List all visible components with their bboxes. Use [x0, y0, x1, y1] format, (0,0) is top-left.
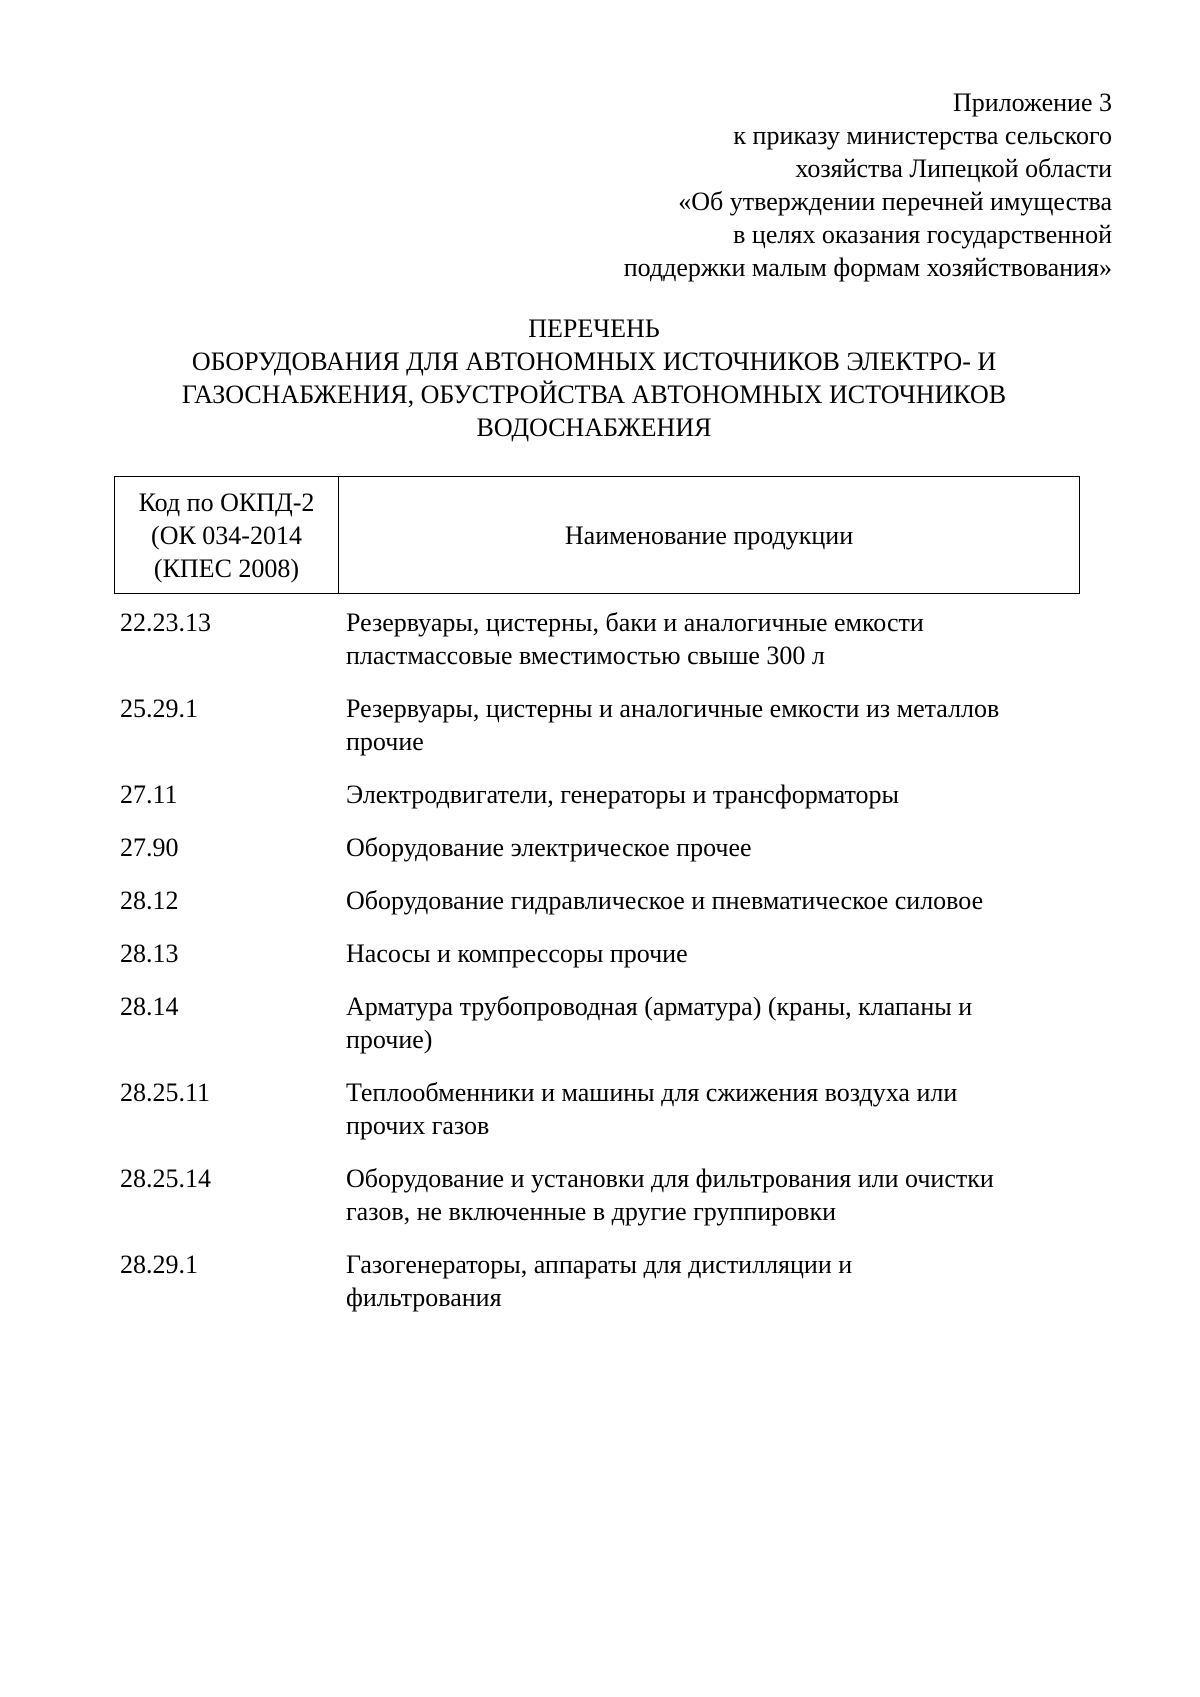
row-name-line: Резервуары, цистерны, баки и аналогичные емкости: [346, 608, 924, 637]
row-code: 28.14: [120, 992, 179, 1021]
table-row: [114, 1248, 1080, 1314]
row-name: [338, 1162, 1080, 1228]
title-line: ПЕРЕЧЕНЬ: [528, 314, 660, 343]
row-name: [338, 990, 1080, 1056]
row-name-line: Электродвигатели, генераторы и трансформаторы: [346, 780, 899, 809]
annex-line: к приказу министерства сельского: [733, 121, 1112, 150]
row-name-line: Оборудование электрическое прочее: [346, 833, 752, 862]
table-row: [114, 692, 1080, 758]
annex-line: хозяйства Липецкой области: [795, 154, 1112, 183]
title-line: ВОДОСНАБЖЕНИЯ: [476, 413, 712, 442]
row-code: 25.29.1: [120, 694, 198, 723]
row-name-line: газов, не включенные в другие группировки: [346, 1197, 836, 1226]
annex-line: Приложение 3: [952, 88, 1112, 117]
annex-line: «Об утверждении перечней имущества: [678, 187, 1112, 216]
table-row: [114, 831, 1080, 864]
row-name-line: прочие: [346, 727, 424, 756]
header-code-line: Код по ОКПД-2: [138, 487, 315, 517]
row-name-line: Газогенераторы, аппараты для дистилляции и: [346, 1250, 853, 1279]
annex-line: поддержки малым формам хозяйствования»: [623, 253, 1112, 282]
table-header: [114, 476, 1080, 594]
header-code-line: (ОК 034-2014: [151, 520, 302, 550]
row-name-line: фильтрования: [346, 1283, 502, 1312]
table-row: [114, 1162, 1080, 1228]
row-name-line: Оборудование и установки для фильтрования или очистки: [346, 1164, 994, 1193]
row-name-line: прочие): [346, 1025, 433, 1054]
document-title: [110, 312, 1078, 444]
table-row: [114, 778, 1080, 811]
row-code: 27.90: [120, 833, 179, 862]
header-name-cell: [339, 477, 1079, 593]
header-code-line: (КПЕС 2008): [153, 553, 300, 583]
table-body: [114, 606, 1080, 1334]
table-row: [114, 884, 1080, 917]
row-code: 28.13: [120, 939, 179, 968]
table-row: [114, 1076, 1080, 1142]
row-name-line: Теплообменники и машины для сжижения воздуха или: [346, 1078, 958, 1107]
row-code: 28.29.1: [120, 1250, 198, 1279]
row-name-line: Арматура трубопроводная (арматура) (краны, клапаны и: [346, 992, 973, 1021]
row-name: [338, 884, 1080, 917]
title-line: ОБОРУДОВАНИЯ ДЛЯ АВТОНОМНЫХ ИСТОЧНИКОВ ЭЛЕКТРО- И: [191, 347, 997, 376]
row-name: [338, 1248, 1080, 1314]
row-name: [338, 692, 1080, 758]
row-name: [338, 606, 1080, 672]
row-name-line: пластмассовые вместимостью свыше 300 л: [346, 641, 825, 670]
row-code: 28.12: [120, 886, 179, 915]
header-code-cell: [115, 477, 339, 593]
row-code: 22.23.13: [120, 608, 211, 637]
title-line: ГАЗОСНАБЖЕНИЯ, ОБУСТРОЙСТВА АВТОНОМНЫХ ИСТОЧНИКОВ: [181, 380, 1007, 409]
row-name-line: прочих газов: [346, 1111, 490, 1140]
row-name: [338, 831, 1080, 864]
row-name-line: Оборудование гидравлическое и пневматическое силовое: [346, 886, 984, 915]
row-code: 28.25.14: [120, 1164, 211, 1193]
row-name: [338, 1076, 1080, 1142]
row-code: 28.25.11: [120, 1078, 211, 1107]
annex-block: [412, 86, 1112, 284]
row-code: 27.11: [120, 780, 178, 809]
table-row: [114, 990, 1080, 1056]
row-name: [338, 937, 1080, 970]
annex-line: в целях оказания государственной: [733, 220, 1112, 249]
header-name-label: Наименование продукции: [564, 520, 854, 550]
row-name-line: Насосы и компрессоры прочие: [346, 939, 688, 968]
row-name: [338, 778, 1080, 811]
table-row: [114, 937, 1080, 970]
table-row: [114, 606, 1080, 672]
row-name-line: Резервуары, цистерны и аналогичные емкости из металлов: [346, 694, 1000, 723]
